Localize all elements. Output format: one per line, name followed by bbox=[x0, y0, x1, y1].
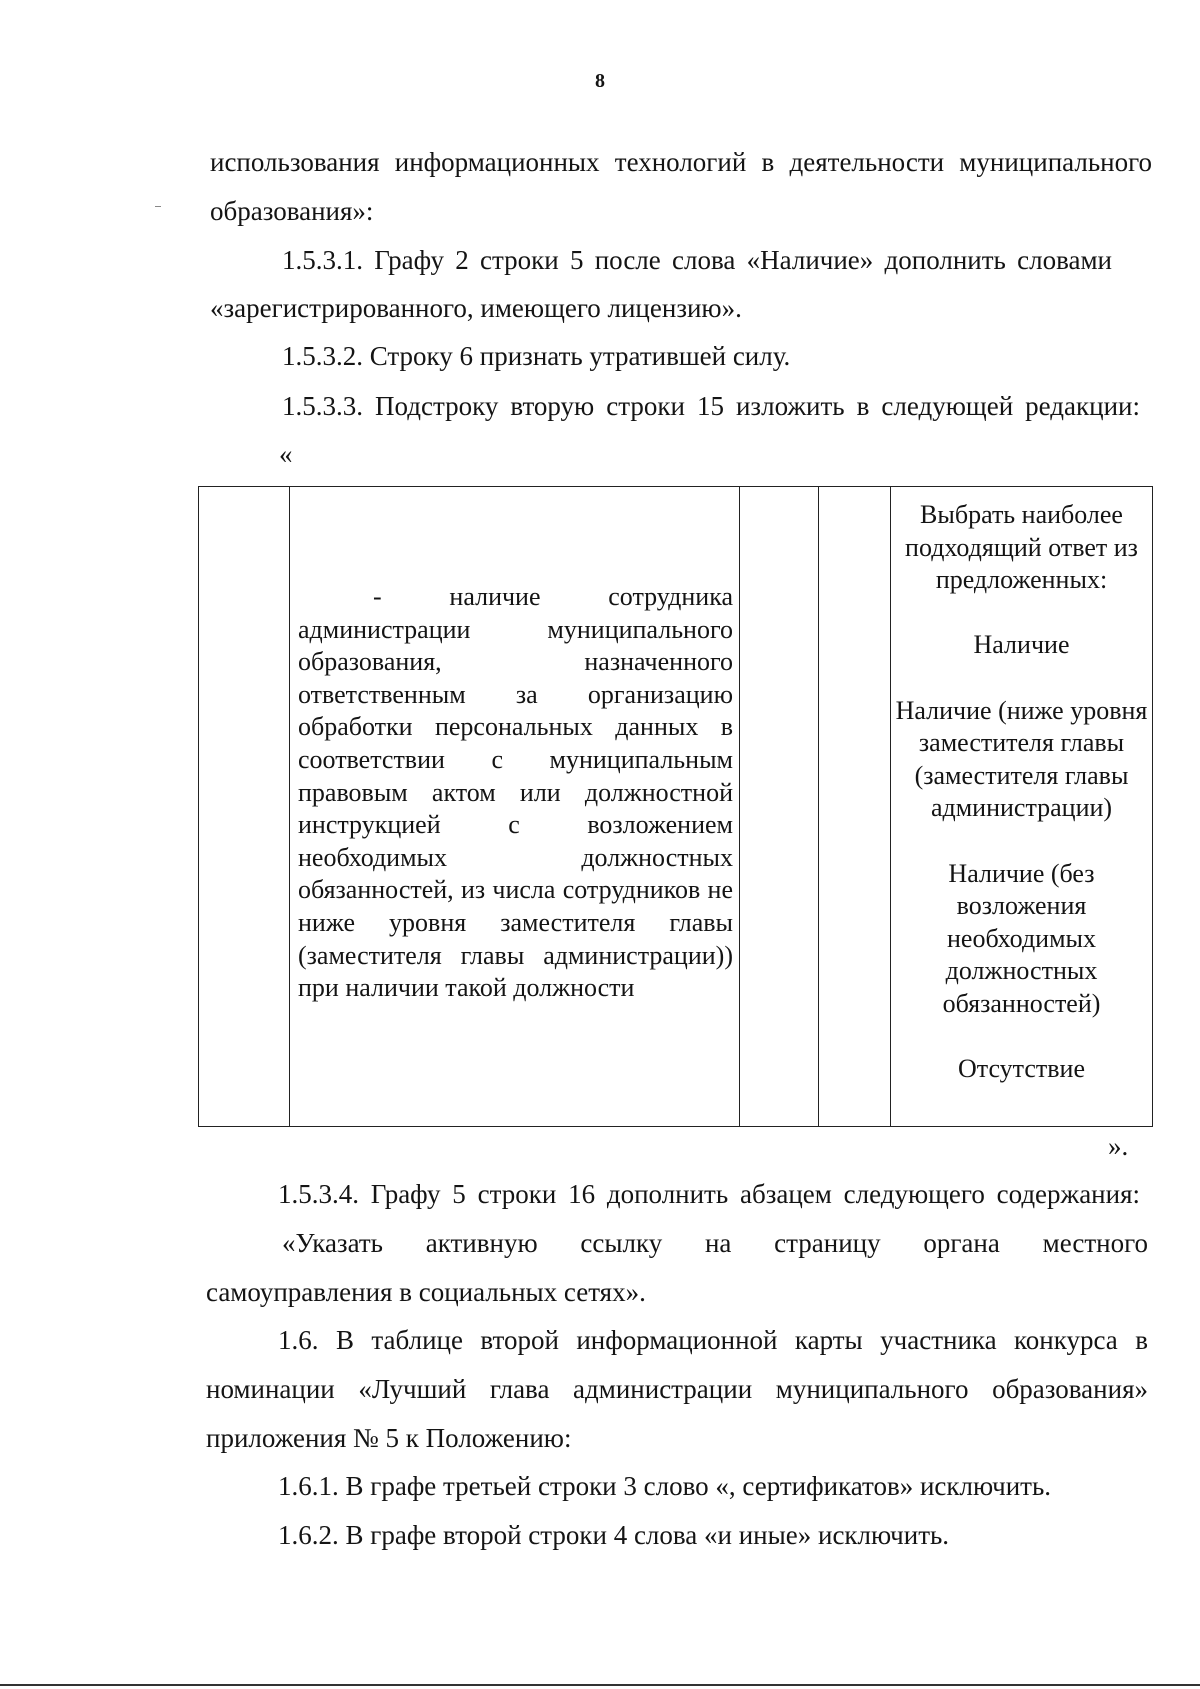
table-cell-empty bbox=[819, 487, 891, 1127]
paragraph-line: 1.6.2. В графе второй строки 4 слова «и иные» исключить. bbox=[278, 1520, 950, 1550]
page-number: 8 bbox=[595, 70, 605, 92]
table-cell-number bbox=[199, 487, 290, 1127]
table-cell-options bbox=[891, 487, 1153, 1127]
close-quote: ». bbox=[1108, 1131, 1129, 1161]
option-item: Отсутствие bbox=[958, 1054, 1085, 1084]
paragraph-line: 1.6. В таблице второй информационной карты участника конкурса в bbox=[278, 1325, 1148, 1355]
paragraph-line: использования информационных технологий в деятельности муниципального bbox=[210, 147, 1152, 177]
page-edge-rule bbox=[0, 1684, 1200, 1686]
paragraph-line: самоуправления в социальных сетях». bbox=[206, 1277, 646, 1307]
paragraph-line: «зарегистрированного, имеющего лицензию». bbox=[210, 293, 742, 323]
paragraph-line: приложения № 5 к Положению: bbox=[206, 1423, 572, 1453]
paragraph-line: 1.5.3.2. Строку 6 признать утратившей силу. bbox=[282, 341, 791, 371]
paragraph-line: номинации «Лучший глава администрации муниципального образования» bbox=[206, 1374, 1148, 1404]
criterion-text: администрации муниципального образования, назначенного ответственным за организацию обработки персональных данных в соответствии с муниципальным правовым актом или должностной инструкцией с возложением необходимых должностных обязанностей, из числа сотрудников не ниже уровня заместителя главы (заместителя главы администрации)) при наличии такой должности bbox=[298, 614, 733, 1003]
table-cell-criterion bbox=[290, 487, 740, 1127]
paragraph-line: 1.5.3.3. Подстроку вторую строки 15 изложить в следующей редакции: bbox=[282, 391, 1140, 421]
paragraph-line: «Указать активную ссылку на страницу органа местного bbox=[282, 1228, 1148, 1258]
table-cell-empty bbox=[740, 487, 819, 1127]
option-item: Наличие (ниже уровня заместителя главы (заместителя главы администрации) bbox=[895, 695, 1148, 823]
paragraph-line: 1.5.3.4. Графу 5 строки 16 дополнить абзацем следующего содержания: bbox=[278, 1179, 1140, 1209]
options-intro: Выбрать наиболее подходящий ответ из предложенных: bbox=[905, 500, 1138, 595]
paragraph-line: 1.5.3.1. Графу 2 строки 5 после слова «Наличие» дополнить словами bbox=[282, 245, 1112, 275]
option-item: Наличие (без возложения необходимых должностных обязанностей) bbox=[942, 858, 1101, 1018]
open-quote: « bbox=[279, 439, 293, 469]
option-item: Наличие bbox=[973, 630, 1070, 660]
criterion-first-line: - наличие сотрудника bbox=[373, 582, 733, 611]
margin-mark bbox=[155, 206, 161, 207]
paragraph-line: образования»: bbox=[210, 196, 374, 226]
replacement-table bbox=[198, 486, 1153, 1127]
paragraph-line: 1.6.1. В графе третьей строки 3 слово «, сертификатов» исключить. bbox=[278, 1471, 1052, 1501]
table-row bbox=[199, 487, 1153, 1127]
